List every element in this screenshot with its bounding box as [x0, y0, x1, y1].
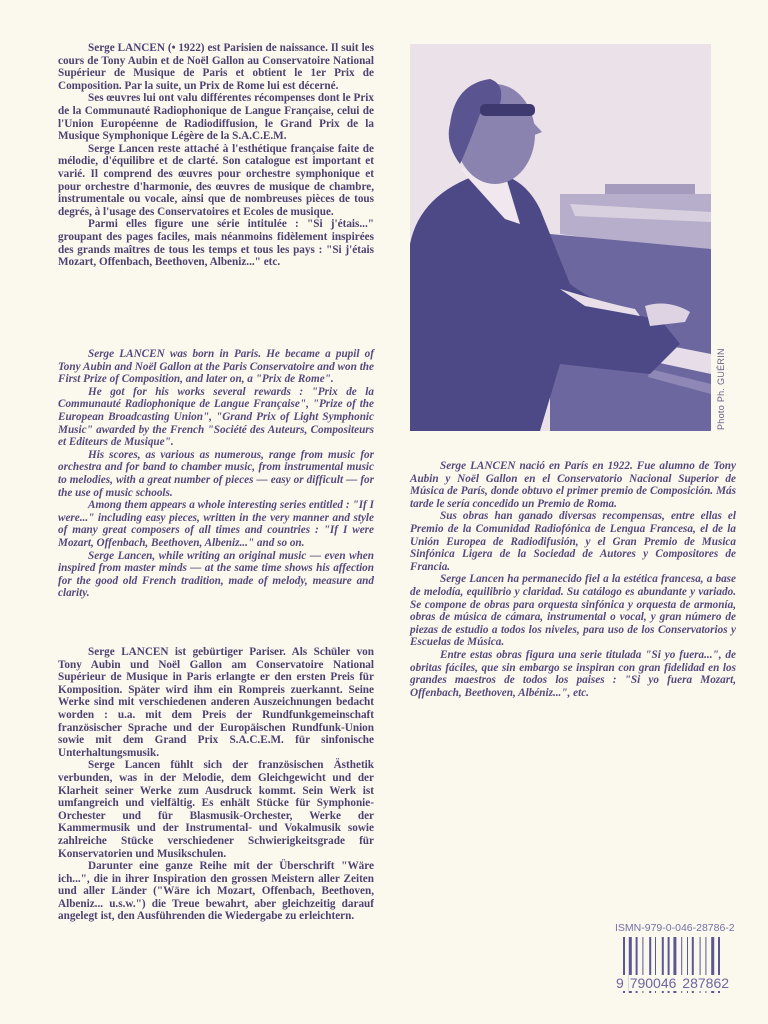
spanish-paragraph: Serge Lancen ha permanecido fiel a la estética francesa, a base de melodía, equilibrio y claridad. Su catálogo es abundante y variado. Se compone de obras para orquesta sinfónica y orquesta de armonía, obras de música de cámara, instrumental o vocal, y gran número de piezas de estudio a todos los niveles, para uso de los Conservatorios y Escuelas de Música. — [410, 573, 736, 649]
french-paragraph: Ses œuvres lui ont valu différentes récompenses dont le Prix de la Communauté Radiophonique de Langue Française, celui de l'Union Européenne de Radiodiffusion, le Grand Prix de la Musique Symphonique Légère de la S.A.C.E.M. — [58, 92, 374, 143]
english-paragraph: Among them appears a whole interesting series entitled : "If I were..." including easy pieces, written in the very manner and style of many great composers of all times and countries : "If I were Mozart, Offenbach, Beethoven, Albeniz..." and so on. — [58, 499, 374, 549]
spanish-biography — [410, 460, 736, 699]
photo-illustration — [410, 44, 711, 431]
german-paragraph: Darunter eine ganze Reihe mit der Überschrift "Wäre ich...", die in ihrer Inspiration den grossen Meistern aller Zeiten und aller Länder ("Wäre ich Mozart, Offenbach, Beethoven, Albeniz... u.s.w.") die Treue bewahrt, aber gleichzeitig darauf angelegt ist, den Ausführenden die Wiedergabe zu erleichtern. — [58, 860, 374, 923]
barcode-digits — [615, 975, 743, 991]
barcode — [615, 937, 743, 997]
german-biography — [58, 646, 374, 923]
spanish-paragraph: Entre estas obras figura una serie titulada "Si yo fuera...", de obritas fáciles, que sin embargo se inspiran con gran fidelidad en los grandes maestros de todos los paises : "Si yo fuera Mozart, Offenbach, Beethoven, Albéniz...", etc. — [410, 648, 736, 699]
english-paragraph: His scores, as various as numerous, range from music for orchestra and for band to chamber music, from instrumental music to melodies, with a great number of pieces — easy or difficult — for the use of music schools. — [58, 448, 374, 499]
english-paragraph: Serge Lancen, while writing an original music — even when inspired from master minds — at the same time shows his affection for the good old French tradition, made of melody, measure and clarity. — [58, 549, 374, 600]
right-column — [410, 460, 736, 699]
english-paragraph: Serge LANCEN was born in Paris. He became a pupil of Tony Aubin and Noël Gallon at the Paris Conservatoire and won the First Prize of Composition, and later on, a "Prix de Rome". — [58, 348, 374, 386]
barcode-block — [615, 922, 765, 997]
left-column — [58, 42, 374, 923]
barcode-digits-last: 287862 — [682, 975, 730, 991]
composer-photo — [410, 44, 711, 431]
photo-credit: Photo Ph. GUÉRIN — [716, 348, 726, 430]
french-biography — [58, 42, 374, 342]
french-paragraph: Serge Lancen reste attaché à l'esthétique française faite de mélodie, d'équilibre et de clarté. Son catalogue est important et varié. Il comprend des œuvres pour orchestre symphonique et pour orchestre d'harmonie, des œuvres de musique de chambre, instrumentale ou vocale, ainsi que de nombreuses pièces de tous degrés, à l'usage des Conservatoires et Ecoles de musique. — [58, 142, 374, 218]
german-paragraph: Serge Lancen fühlt sich der französischen Ästhetik verbunden, was in der Melodie, dem Gleichgewicht und der Klarheit seiner Werke zum Ausdruck kommt. Sein Werk ist umfangreich und vielfältig. Es enhält Stücke für Symphonie-Orchester und für Blasmusik-Orchester, Werke der Kammermusik und der Instrumental- und Vokalmusik sowie zahlreiche Stücke verschiedener Schwierigkeitsgrade für Konservatorien und Musikschulen. — [58, 759, 374, 860]
barcode-digits-mid: 790046 — [629, 975, 677, 991]
french-paragraph: Parmi elles figure une série intitulée : "Si j'étais..." groupant des pages faciles, mais néanmoins fidèlement inspirées des grands maîtres de tous les temps et tous les pays : "Si j'étais Mozart, Offenbach, Beethoven, Albeniz..." etc. — [58, 218, 374, 269]
french-paragraph: Serge LANCEN (• 1922) est Parisien de naissance. Il suit les cours de Tony Aubin et de Noël Gallon au Conservatoire National Supérieur de Musique de Paris et obtient le 1er Prix de Composition. Par la suite, un Prix de Rome lui est décerné. — [58, 42, 374, 92]
barcode-digit-first: 9 — [616, 975, 624, 991]
english-paragraph: He got for his works several rewards : "Prix de la Communauté Radiophonique de Langue Française", "Prize of the European Broadcasting Union", "Grand Prix of Light Symphonic Music" awarded by the French "Société des Auteurs, Compositeurs et Editeurs de Musique". — [58, 385, 374, 449]
ismn-number: ISMN-979-0-046-28786-2 — [615, 922, 735, 934]
spanish-paragraph: Sus obras han ganado diversas recompensas, entre ellas el Premio de la Comunidad Radiofónica de Lengua Francesa, el de la Unión Europea de Radiodifusión, y el Gran Premio de Musica Sinfónica Ligera de la Sociedad de Autores y Compositores de Francia. — [410, 510, 736, 573]
german-paragraph: Serge LANCEN ist gebürtiger Pariser. Als Schüler von Tony Aubin und Noël Gallon am Conservatoire National Supérieur de Musique in Paris erlangte er den ersten Preis für Komposition. Später wird ihm ein Rompreis zuerkannt. Seine Werke sind mit verschiedenen anderen Auszeichnungen bedacht worden : u.a. mit dem Preis der Rundfunkgemeinschaft französischer Sprache und der Europäischen Rundfunk-Union sowie mit dem Grand Prix S.A.C.E.M. für sinfonische Unterhaltungsmusik. — [58, 646, 374, 759]
english-biography — [58, 348, 374, 600]
spanish-paragraph: Serge LANCEN nació en París en 1922. Fue alumno de Tony Aubin y Noël Gallon en el Conservatorio Nacional Superior de Música de París, donde obtuvo el primer premio de Composición. Más tarde le sería concedido un Premio de Roma. — [410, 460, 736, 510]
